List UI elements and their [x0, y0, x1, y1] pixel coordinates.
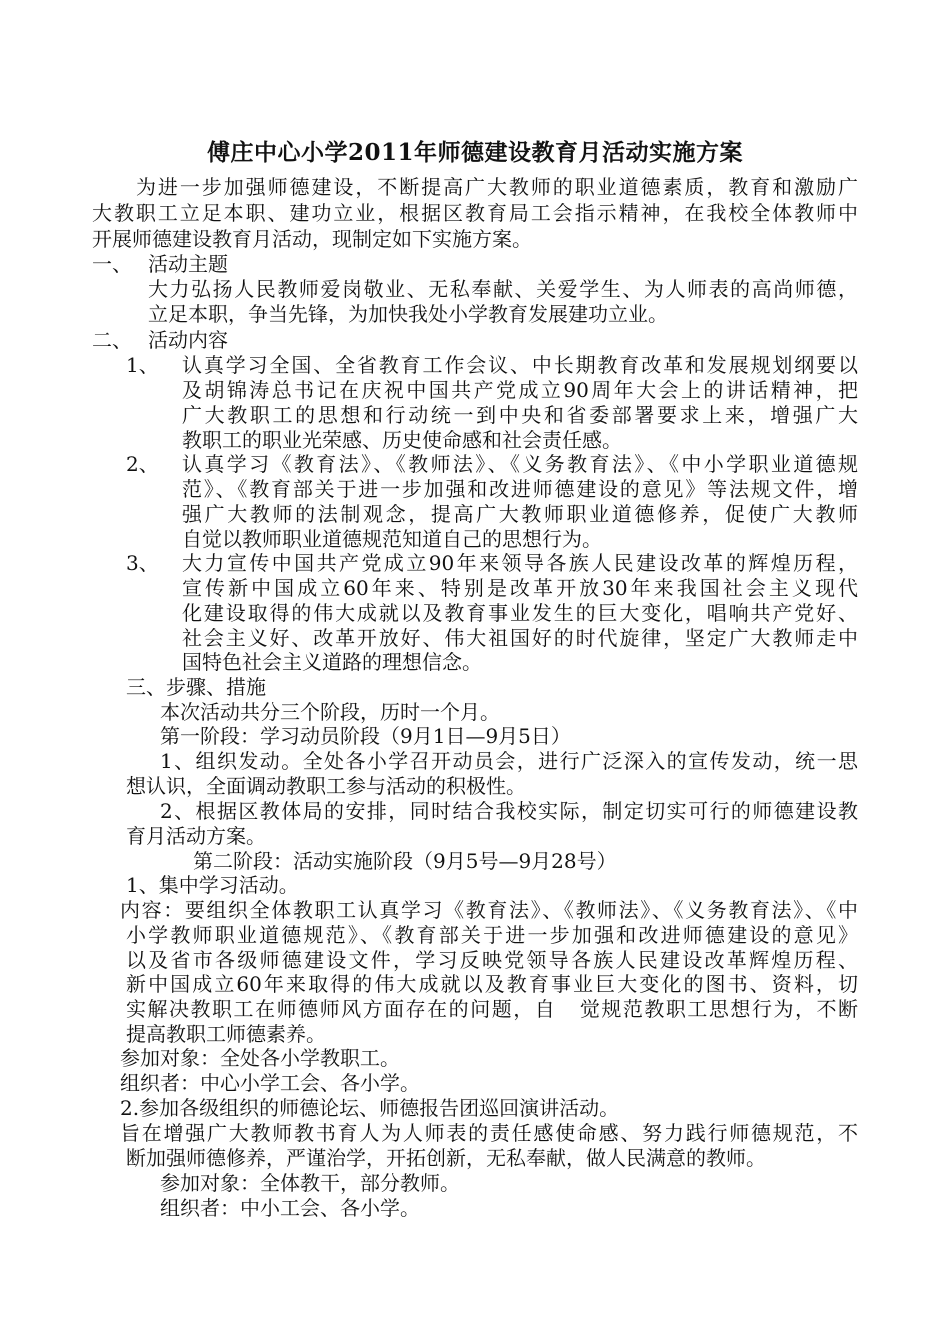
stage-heading: 第二阶段：活动实施阶段（9月5号—9月28号）: [193, 849, 617, 873]
intro-line: 大教职工立足本职、建功立业，根据区教育局工会指示精神，在我校全体教师中: [92, 201, 858, 225]
paragraph-line: 小学教师职业道德规范》、《教育部关于进一步加强和改进师德建设的意见》: [126, 923, 858, 947]
paragraph-line: 内容：要组织全体教职工认真学习《教育法》、《教师法》、《义务教育法》、《中: [120, 898, 858, 922]
list-item-line: 及胡锦涛总书记在庆祝中国共产党成立90周年大会上的讲话精神，把: [182, 378, 858, 402]
list-item-line: 自觉以教师职业道德规范知道自己的思想行为。: [182, 527, 602, 551]
paragraph-line: 大力弘扬人民教师爱岗敬业、无私奉献、关爱学生、为人师表的高尚师德，: [148, 277, 858, 301]
paragraph-line: 立足本职，争当先锋，为加快我处小学教育发展建功立业。: [148, 302, 668, 326]
subsection-title: 2.参加各级组织的师德论坛、师德报告团巡回演讲活动。: [120, 1096, 620, 1120]
paragraph-line: 新中国成立60年来取得的伟大成就以及教育事业巨大变化的图书、资料，切: [126, 972, 858, 996]
section-heading: 活动内容: [148, 328, 228, 352]
list-item-line: 教职工的职业光荣感、历史使命感和社会责任感。: [182, 428, 622, 452]
list-item-line: 认真学习《教育法》、《教师法》、《义务教育法》、《中小学职业道德规: [182, 452, 858, 476]
section-heading: 活动主题: [148, 252, 228, 276]
paragraph-line: 1、组织发动。全处各小学召开动员会，进行广泛深入的宣传发动，统一思: [160, 749, 858, 773]
paragraph-line: 实解决教职工在师德师风方面存在的问题，自 觉规范教职工思想行为，不断: [126, 997, 858, 1021]
paragraph-line: 2、根据区教体局的安排，同时结合我校实际，制定切实可行的师德建设教: [160, 799, 858, 823]
paragraph-line: 提高教职工师德素养。: [126, 1022, 326, 1046]
paragraph-line: 本次活动共分三个阶段，历时一个月。: [160, 700, 500, 724]
list-item-number: 1、: [126, 353, 159, 377]
organizers-line: 组织者：中心小学工会、各小学。: [120, 1071, 420, 1095]
list-item-line: 认真学习全国、全省教育工作会议、中长期教育改革和发展规划纲要以: [182, 353, 858, 377]
stage-heading: 第一阶段：学习动员阶段（9月1日—9月5日）: [160, 724, 571, 748]
paragraph-line: 断加强师德修养，严谨治学，开拓创新，无私奉献，做人民满意的教师。: [126, 1146, 766, 1170]
section-number: 二、: [92, 328, 132, 352]
document-title: 傅庄中心小学2011年师德建设教育月活动实施方案: [206, 139, 743, 166]
paragraph-line: 旨在增强广大教师教书育人为人师表的责任感使命感、努力践行师德规范，不: [120, 1121, 858, 1145]
participants-line: 参加对象：全体教干，部分教师。: [160, 1171, 460, 1195]
list-item-line: 范》、《教育部关于进一步加强和改进师德建设的意见》等法规文件，增: [182, 477, 858, 501]
organizers-line: 组织者：中小工会、各小学。: [160, 1196, 420, 1220]
section-heading: 三、步骤、措施: [126, 675, 266, 699]
list-item-line: 社会主义好、改革开放好、伟大祖国好的时代旋律，坚定广大教师走中: [182, 626, 858, 650]
list-item-line: 广大教职工的思想和行动统一到中央和省委部署要求上来，增强广大: [182, 403, 858, 427]
list-item-line: 强广大教师的法制观念，提高广大教师职业道德修养，促使广大教师: [182, 502, 858, 526]
paragraph-line: 以及省市各级师德建设文件，学习反映党领导各族人民建设改革辉煌历程、: [126, 948, 858, 972]
participants-line: 参加对象：全处各小学教职工。: [120, 1046, 400, 1070]
list-item-number: 2、: [126, 452, 159, 476]
list-item-line: 化建设取得的伟大成就以及教育事业发生的巨大变化，唱响共产党好、: [182, 601, 858, 625]
section-number: 一、: [92, 252, 132, 276]
paragraph-line: 育月活动方案。: [126, 824, 266, 848]
paragraph-line: 想认识，全面调动教职工参与活动的积极性。: [126, 774, 526, 798]
list-item-line: 国特色社会主义道路的理想信念。: [182, 650, 482, 674]
list-item-line: 宣传新中国成立60年来、特别是改革开放30年来我国社会主义现代: [182, 576, 858, 600]
list-item-number: 3、: [126, 551, 159, 575]
subsection-title: 1、集中学习活动。: [126, 873, 299, 897]
intro-line: 为进一步加强师德建设，不断提高广大教师的职业道德素质，教育和激励广: [136, 175, 858, 199]
intro-line: 开展师德建设教育月活动，现制定如下实施方案。: [92, 227, 532, 251]
list-item-line: 大力宣传中国共产党成立90年来领导各族人民建设改革的辉煌历程，: [182, 551, 858, 575]
